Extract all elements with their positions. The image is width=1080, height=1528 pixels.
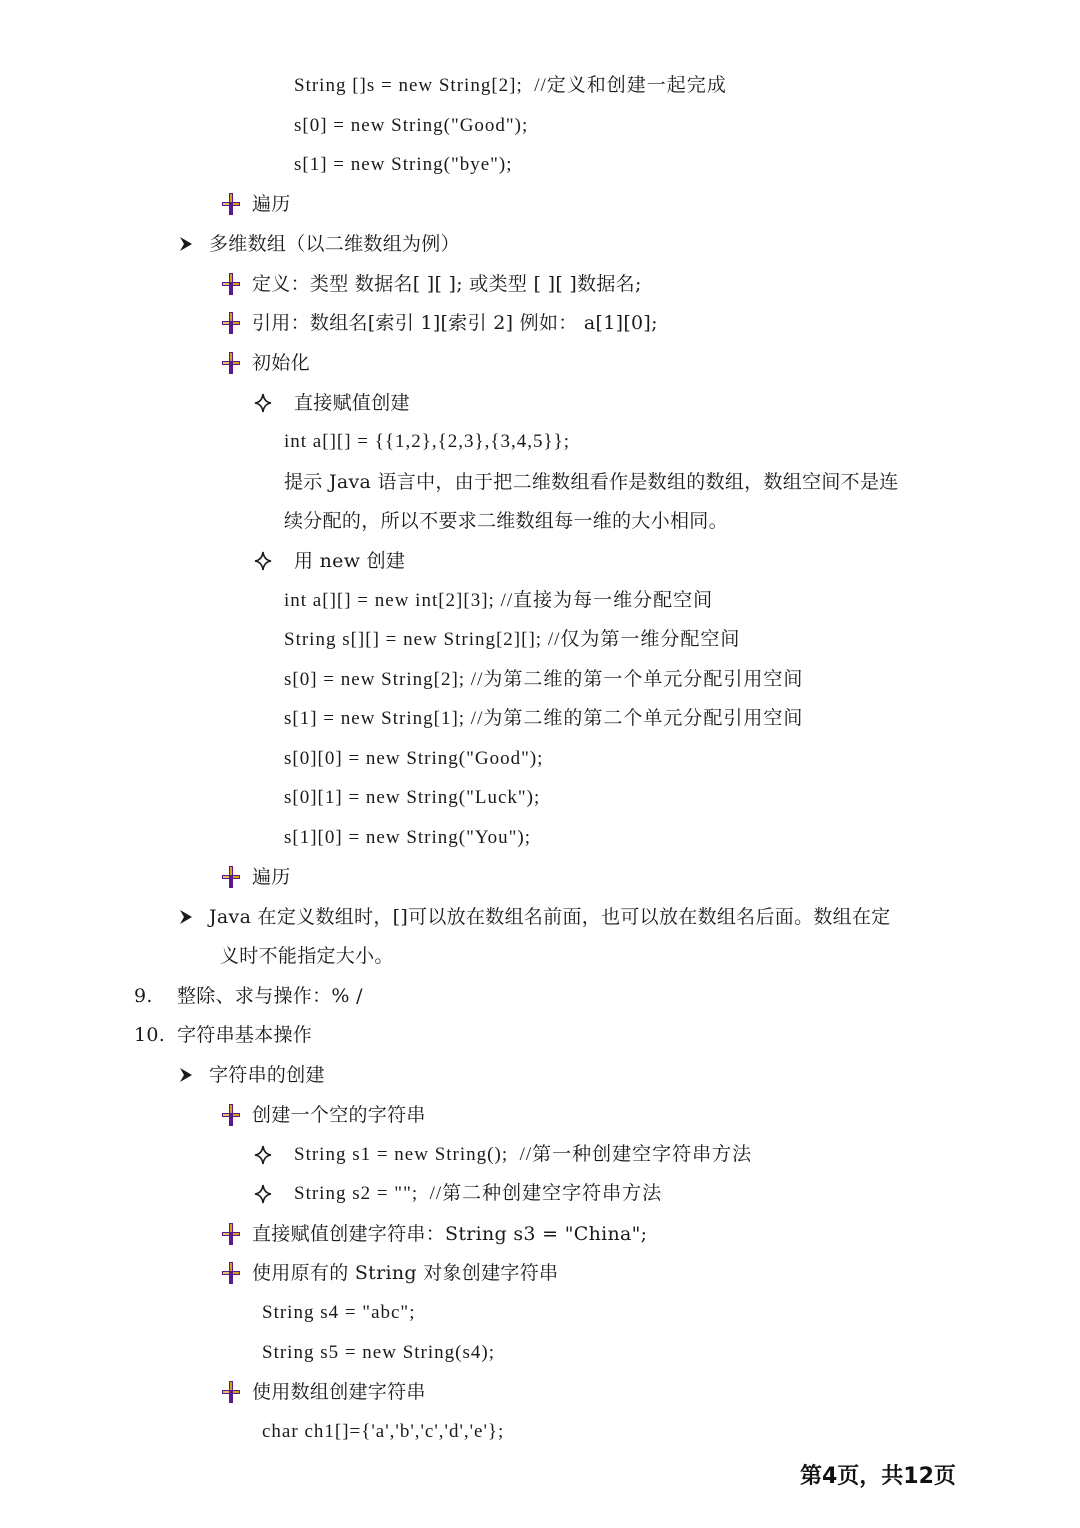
code-line: s[0] = new String("Good"); [294,115,529,136]
list-item: 用 new 创建 [294,550,406,572]
flag-bullet-icon [219,1378,243,1406]
list-item: 遍历 [252,866,291,888]
page-number-footer: 第4页，共12页 [800,1464,956,1489]
numbered-heading: 整除、求与操作：% / [177,985,363,1007]
numbered-heading: 字符串基本操作 [177,1024,313,1046]
diamond-bullet-icon [252,1180,274,1208]
code-line: String s4 = "abc"; [262,1302,416,1323]
list-item: 创建一个空的字符串 [252,1104,426,1126]
section-heading: 多维数组（以二维数组为例） [209,233,460,255]
code-line: s[1] = new String[1]; //为第二维的第二个单元分配引用空间 [284,708,804,729]
arrow-bullet-icon [176,1061,196,1089]
flag-bullet-icon [219,190,243,218]
flag-bullet-icon [219,349,243,377]
diamond-bullet-icon [252,1141,274,1169]
list-item: 初始化 [252,352,310,374]
list-item: 使用数组创建字符串 [252,1381,426,1403]
code-line: s[1][0] = new String("You"); [284,827,532,848]
list-number: 9. [134,985,153,1007]
diamond-bullet-icon [252,547,274,575]
list-item: 遍历 [252,193,291,215]
flag-bullet-icon [219,1220,243,1248]
code-line: int a[][] = {{1,2},{2,3},{3,4,5}}; [284,431,571,452]
paragraph-line: 提示 Java 语言中，由于把二维数组看作是数组的数组，数组空间不是连 [284,471,899,493]
section-heading: 字符串的创建 [209,1064,325,1086]
code-line: String s5 = new String(s4); [262,1342,495,1363]
code-line: String s2 = ""; //第二种创建空字符串方法 [294,1183,663,1204]
list-item: 使用原有的 String 对象创建字符串 [252,1262,559,1284]
code-line: char ch1[]={'a','b','c','d','e'}; [262,1421,505,1442]
flag-bullet-icon [219,863,243,891]
code-line: s[0][0] = new String("Good"); [284,748,544,769]
paragraph-line: 义时不能指定大小。 [220,945,394,967]
list-item: 直接赋值创建字符串：String s3 = "China"; [252,1223,648,1245]
code-line: s[0] = new String[2]; //为第二维的第一个单元分配引用空间 [284,669,804,690]
list-item: 直接赋值创建 [294,392,410,414]
diamond-bullet-icon [252,389,274,417]
paragraph-line: Java 在定义数组时，[]可以放在数组名前面，也可以放在数组名后面。数组在定 [209,906,891,928]
list-number: 10. [134,1024,166,1046]
flag-bullet-icon [219,309,243,337]
list-item: 引用：数组名[索引 1][索引 2] 例如： a[1][0]; [252,312,658,334]
arrow-bullet-icon [176,230,196,258]
code-line: String []s = new String[2]; //定义和创建一起完成 [294,75,727,96]
code-line: s[0][1] = new String("Luck"); [284,787,541,808]
code-line: s[1] = new String("bye"); [294,154,513,175]
code-line: String s1 = new String(); //第一种创建空字符串方法 [294,1144,753,1165]
list-item: 定义：类型 数据名[ ][ ]; 或类型 [ ][ ]数据名; [252,273,642,295]
code-line: int a[][] = new int[2][3]; //直接为每一维分配空间 [284,590,714,611]
code-line: String s[][] = new String[2][]; //仅为第一维分配空间 [284,629,741,650]
arrow-bullet-icon [176,903,196,931]
flag-bullet-icon [219,1101,243,1129]
flag-bullet-icon [219,1259,243,1287]
flag-bullet-icon [219,270,243,298]
paragraph-line: 续分配的，所以不要求二维数组每一维的大小相同。 [284,510,728,532]
